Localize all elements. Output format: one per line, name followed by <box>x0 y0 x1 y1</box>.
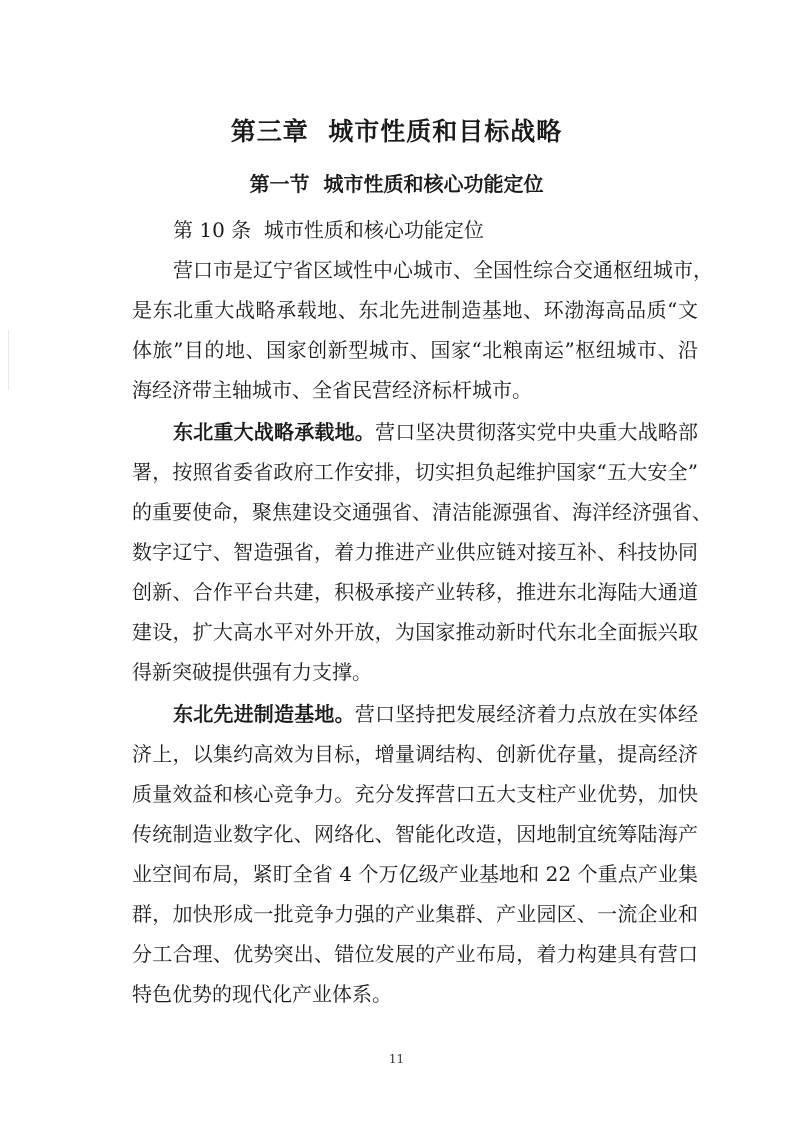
paragraph-line: 传统制造业数字化、网络化、智能化改造，因地制宜统筹陆海产 <box>132 822 698 846</box>
paragraph-line: 建设，扩大高水平对外开放，为国家推动新时代东北全面振兴取 <box>132 620 698 644</box>
paragraph-line: 济上，以集约高效为目标，增量调结构、创新优存量，提高经济 <box>132 742 698 766</box>
paragraph-city-nature <box>132 250 713 410</box>
scan-artifact <box>8 330 9 390</box>
paragraph-line: 署，按照省委省政府工作安排，切实担负起维护国家“五大安全” <box>132 460 698 484</box>
paragraph-lead: 东北重大战略承载地。 <box>173 420 375 444</box>
paragraph-line: 特色优势的现代化产业体系。 <box>132 982 392 1006</box>
paragraph-first-line-text: 营口坚决贯彻落实党中央重大战略部 <box>375 420 698 444</box>
paragraph-line: 营口市是辽宁省区域性中心城市、全国性综合交通枢纽城市， <box>173 258 713 282</box>
paragraph-line: 创新、合作平台共建，积极承接产业转移，推进东北海陆大通道 <box>132 580 698 604</box>
paragraph-line: 得新突破提供强有力支撑。 <box>132 660 372 684</box>
paragraph-line: 是东北重大战略承载地、东北先进制造基地、环渤海高品质“文 <box>132 298 698 322</box>
paragraph-first-line-text: 营口坚持把发展经济着力点放在实体经 <box>354 702 699 726</box>
paragraph-line: 业空间布局，紧盯全省 4 个万亿级产业基地和 22 个重点产业集 <box>132 862 698 886</box>
paragraph-first-line <box>132 412 698 452</box>
article-title: 第 10 条 城市性质和核心功能定位 <box>173 218 484 242</box>
paragraph-manufacturing-base <box>132 694 698 1014</box>
paragraph-line: 分工合理、优势突出、错位发展的产业布局，着力构建具有营口 <box>132 942 698 966</box>
chapter-title: 第三章 城市性质和目标战略 <box>230 117 563 146</box>
page-number: 11 <box>388 1052 405 1066</box>
paragraph-line: 的重要使命，聚焦建设交通强省、清洁能源强省、海洋经济强省、 <box>132 500 712 524</box>
paragraph-first-line <box>132 694 698 734</box>
section-title: 第一节 城市性质和核心功能定位 <box>249 172 544 196</box>
paragraph-line: 群，加快形成一批竞争力强的产业集群、产业园区、一流企业和 <box>132 902 698 926</box>
paragraph-line: 海经济带主轴城市、全省民营经济标杆城市。 <box>132 378 532 402</box>
paragraph-line: 数字辽宁、智造强省，着力推进产业供应链对接互补、科技协同 <box>132 540 698 564</box>
paragraph-lead: 东北先进制造基地。 <box>173 702 355 726</box>
paragraph-line: 体旅”目的地、国家创新型城市、国家“北粮南运”枢纽城市、沿 <box>132 338 698 362</box>
paragraph-line: 质量效益和核心竞争力。充分发挥营口五大支柱产业优势，加快 <box>132 782 698 806</box>
paragraph-strategic-base <box>132 412 712 692</box>
